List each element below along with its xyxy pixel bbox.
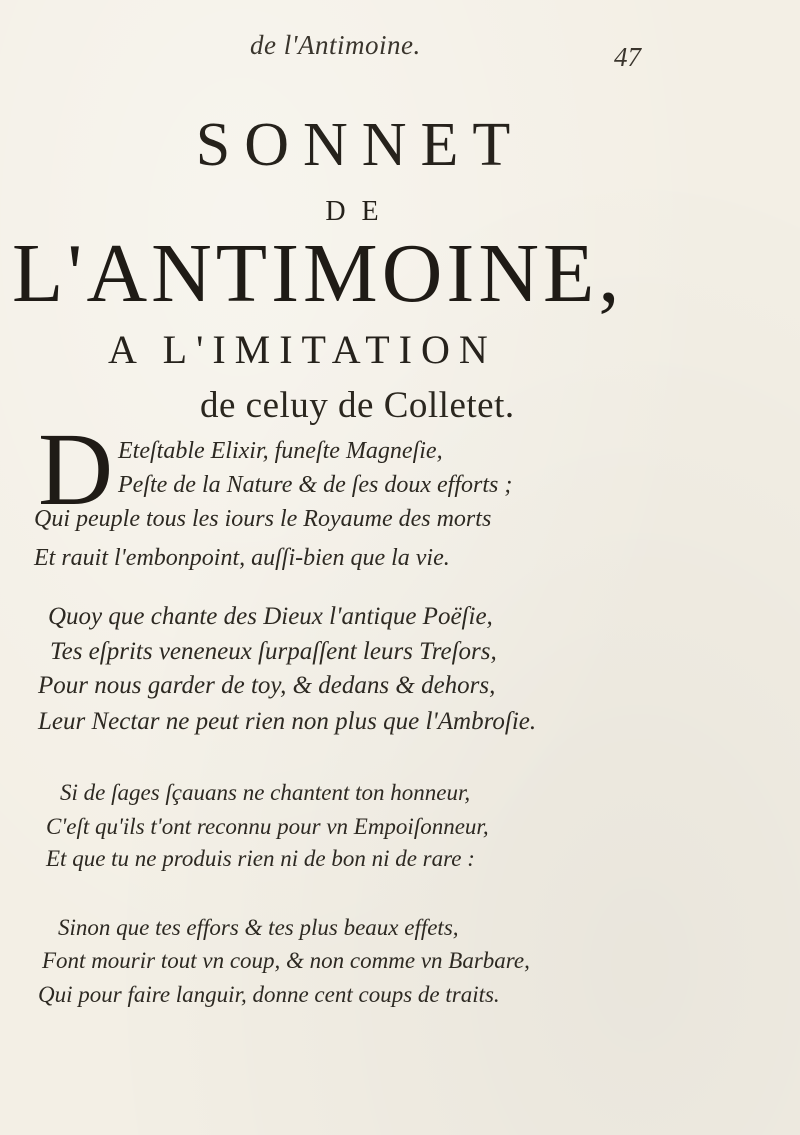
running-head: de l'Antimoine. [250, 30, 421, 60]
quatrain2-line: Quoy que chante des Dieux l'antique Poëſie, [48, 603, 493, 630]
title-antimoine: L'ANTIMOINE, [12, 227, 624, 320]
title-imitation: A L'IMITATION [108, 327, 497, 372]
title-sonnet: SONNET [195, 111, 525, 179]
title-colletet: de celuy de Colletet. [200, 385, 515, 426]
quatrain1-line: Eteſtable Elixir, funeſte Magneſie, [118, 438, 443, 464]
tercet1-line: Et que tu ne produis rien ni de bon ni de rare : [46, 846, 475, 871]
drop-cap: D [38, 430, 114, 510]
tercet1-line: C'eſt qu'ils t'ont reconnu pour vn Empoiſonneur, [46, 814, 489, 839]
tercet1-line: Si de ſages ſçauans ne chantent ton honneur, [60, 780, 471, 805]
quatrain1-line: Qui peuple tous les iours le Royaume des morts [34, 506, 492, 532]
quatrain2-line: Tes eſprits veneneux ſurpaſſent leurs Treſors, [50, 638, 497, 665]
quatrain2-line: Leur Nectar ne peut rien non plus que l'Ambroſie. [38, 708, 537, 735]
page-number: 47 [614, 42, 641, 72]
tercet2-line: Font mourir tout vn coup, & non comme vn Barbare, [42, 948, 530, 973]
tercet2-line: Sinon que tes effors & tes plus beaux effets, [58, 915, 459, 940]
quatrain1-line: Et rauit l'embonpoint, auſſi-bien que la vie. [34, 545, 450, 571]
quatrain2-line: Pour nous garder de toy, & dedans & dehors, [38, 672, 496, 699]
tercet2-line: Qui pour faire languir, donne cent coups de traits. [38, 982, 500, 1007]
quatrain1-line: Peſte de la Nature & de ſes doux efforts ; [118, 472, 513, 498]
title-de: DE [325, 196, 395, 227]
